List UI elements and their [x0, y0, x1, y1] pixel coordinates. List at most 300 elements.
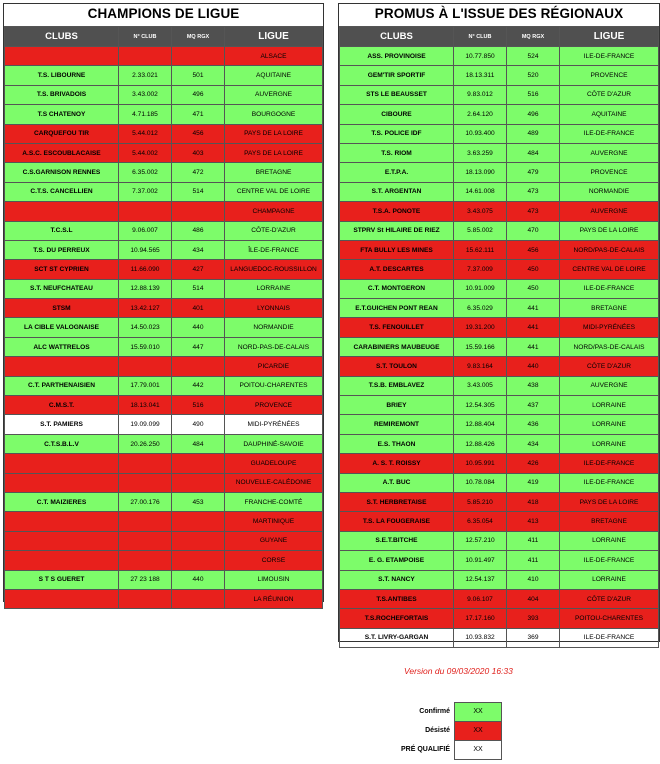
- ligue-name: LORRAINE: [560, 434, 659, 453]
- club-number: 17.79.001: [119, 376, 172, 395]
- mq-rgx-score: 393: [507, 609, 560, 628]
- club-row: [5, 163, 323, 182]
- club-number: 5.44.002: [119, 143, 172, 162]
- club-number: 19.09.099: [119, 415, 172, 434]
- club-row: [340, 105, 659, 124]
- ligue-name: POITOU-CHARENTES: [560, 609, 659, 628]
- club-row: [5, 531, 323, 550]
- club-name: S.T. TOULON: [340, 357, 454, 376]
- mq-rgx-score: 419: [507, 473, 560, 492]
- ligue-name: LORRAINE: [560, 415, 659, 434]
- ligue-name: BOURGOGNE: [225, 105, 323, 124]
- club-number: 12.54.305: [454, 396, 507, 415]
- club-name: E.T.P.A.: [340, 163, 454, 182]
- ligue-name: ILE-DE-FRANCE: [560, 279, 659, 298]
- club-name: SCT ST CYPRIEN: [5, 260, 119, 279]
- mq-rgx-score: 472: [172, 163, 225, 182]
- club-row: [5, 47, 323, 66]
- legend-swatch-desiste: XX: [454, 721, 502, 741]
- club-row: [340, 202, 659, 221]
- club-name: A.T. BUC: [340, 473, 454, 492]
- ligue-name: CENTRE VAL DE LOIRE: [225, 182, 323, 201]
- club-name: T.S.A. PONOTE: [340, 202, 454, 221]
- club-number: 10.91.009: [454, 279, 507, 298]
- ligue-name: CÔTE D'AZUR: [560, 589, 659, 608]
- mq-rgx-score: 440: [507, 357, 560, 376]
- club-row: [340, 143, 659, 162]
- club-number: 15.59.166: [454, 337, 507, 356]
- club-number: 3.43.002: [119, 85, 172, 104]
- club-name: GEM'TIR SPORTIF: [340, 66, 454, 85]
- club-number: 12.88.426: [454, 434, 507, 453]
- club-number: 20.26.250: [119, 434, 172, 453]
- club-number: 9.83.164: [454, 357, 507, 376]
- club-name: T.C.S.L: [5, 221, 119, 240]
- col-header-mq-rgx: MQ RGX: [507, 27, 560, 47]
- club-number: 3.43.005: [454, 376, 507, 395]
- club-name: S.T. NEUFCHATEAU: [5, 279, 119, 298]
- mq-rgx-score: 441: [507, 318, 560, 337]
- ligue-name: PROVENCE: [560, 66, 659, 85]
- mq-rgx-score: 514: [172, 182, 225, 201]
- club-name: T.S.ROCHEFORTAIS: [340, 609, 454, 628]
- club-name: CARQUEFOU TIR: [5, 124, 119, 143]
- club-name: STS LE BEAUSSET: [340, 85, 454, 104]
- mq-rgx-score: 470: [507, 221, 560, 240]
- mq-rgx-score: 369: [507, 628, 560, 647]
- club-number: 12.57.210: [454, 531, 507, 550]
- ligue-name: GUYANE: [225, 531, 323, 550]
- club-name: C.T. MONTGERON: [340, 279, 454, 298]
- mq-rgx-score: [172, 589, 225, 608]
- club-row: [5, 260, 323, 279]
- club-name: S.T. NANCY: [340, 570, 454, 589]
- champions-de-ligue-panel: [3, 3, 324, 602]
- ligue-name: ILE-DE-FRANCE: [560, 628, 659, 647]
- mq-rgx-score: 413: [507, 512, 560, 531]
- legend-confirme: [392, 702, 502, 721]
- club-row: [340, 434, 659, 453]
- club-name: S T S GUERET: [5, 570, 119, 589]
- club-name: LA CIBLE VALOGNAISE: [5, 318, 119, 337]
- mq-rgx-score: [172, 357, 225, 376]
- club-number: [119, 357, 172, 376]
- mq-rgx-score: 403: [172, 143, 225, 162]
- club-number: [119, 589, 172, 608]
- promus-table: [339, 26, 659, 648]
- club-name: S.E.T.BITCHE: [340, 531, 454, 550]
- club-row: [340, 124, 659, 143]
- club-name: BRIEY: [340, 396, 454, 415]
- club-name: [5, 512, 119, 531]
- legend-pre-qualifie: [392, 740, 502, 759]
- ligue-name: CÔTE D'AZUR: [560, 357, 659, 376]
- mq-rgx-score: 442: [172, 376, 225, 395]
- club-number: 10.77.850: [454, 47, 507, 66]
- club-name: [5, 454, 119, 473]
- club-row: [5, 396, 323, 415]
- mq-rgx-score: 496: [172, 85, 225, 104]
- mq-rgx-score: [172, 47, 225, 66]
- club-row: [5, 318, 323, 337]
- club-number: 3.63.259: [454, 143, 507, 162]
- mq-rgx-score: [172, 531, 225, 550]
- mq-rgx-score: [172, 551, 225, 570]
- club-number: 12.54.137: [454, 570, 507, 589]
- club-name: [5, 202, 119, 221]
- club-number: 18.13.090: [454, 163, 507, 182]
- mq-rgx-score: 427: [172, 260, 225, 279]
- club-row: [5, 221, 323, 240]
- mq-rgx-score: 514: [172, 279, 225, 298]
- club-number: 13.42.127: [119, 299, 172, 318]
- club-row: [340, 415, 659, 434]
- club-name: E. G. ETAMPOISE: [340, 551, 454, 570]
- champions-table: [4, 26, 323, 609]
- mq-rgx-score: 436: [507, 415, 560, 434]
- club-row: [5, 492, 323, 511]
- ligue-name: CENTRE VAL DE LOIRE: [560, 260, 659, 279]
- club-number: 27 23 188: [119, 570, 172, 589]
- ligue-name: PAYS DE LA LOIRE: [560, 492, 659, 511]
- club-name: STSM: [5, 299, 119, 318]
- club-name: C.T.S.B.L.V: [5, 434, 119, 453]
- club-number: 9.83.012: [454, 85, 507, 104]
- ligue-name: LORRAINE: [560, 570, 659, 589]
- ligue-name: ALSACE: [225, 47, 323, 66]
- club-row: [340, 182, 659, 201]
- ligue-name: AUVERGNE: [560, 202, 659, 221]
- ligue-name: NOUVELLE-CALÉDONIE: [225, 473, 323, 492]
- ligue-name: CÔTE D'AZUR: [560, 85, 659, 104]
- club-row: [5, 415, 323, 434]
- club-number: 2.64.120: [454, 105, 507, 124]
- club-name: [5, 531, 119, 550]
- club-number: 9.06.007: [119, 221, 172, 240]
- ligue-name: PROVENCE: [560, 163, 659, 182]
- mq-rgx-score: 450: [507, 279, 560, 298]
- club-row: [5, 66, 323, 85]
- club-row: [5, 279, 323, 298]
- ligue-name: PAYS DE LA LOIRE: [225, 124, 323, 143]
- club-name: [5, 357, 119, 376]
- club-number: 4.71.185: [119, 105, 172, 124]
- ligue-name: CHAMPAGNE: [225, 202, 323, 221]
- club-number: 10.95.991: [454, 454, 507, 473]
- mq-rgx-score: 453: [172, 492, 225, 511]
- club-row: [340, 66, 659, 85]
- mq-rgx-score: 447: [172, 337, 225, 356]
- club-row: [340, 570, 659, 589]
- club-name: E.T.GUICHEN PONT REAN: [340, 299, 454, 318]
- mq-rgx-score: 490: [172, 415, 225, 434]
- legend-label: Confirmé: [419, 708, 450, 715]
- club-number: 12.88.404: [454, 415, 507, 434]
- ligue-name: PROVENCE: [225, 396, 323, 415]
- club-name: S.T. HERBRETAISE: [340, 492, 454, 511]
- club-name: T.S. RIOM: [340, 143, 454, 162]
- club-row: [340, 260, 659, 279]
- mq-rgx-score: 520: [507, 66, 560, 85]
- ligue-name: LORRAINE: [560, 531, 659, 550]
- club-name: REMIREMONT: [340, 415, 454, 434]
- club-name: T.S. LIBOURNE: [5, 66, 119, 85]
- col-header-clubs: CLUBS: [340, 27, 454, 47]
- col-header-clubs: CLUBS: [5, 27, 119, 47]
- club-name: T.S. LA FOUGERAISE: [340, 512, 454, 531]
- club-row: [340, 628, 659, 647]
- version-timestamp: Version du 09/03/2020 16:33: [404, 666, 513, 676]
- club-number: [119, 512, 172, 531]
- ligue-name: LYONNAIS: [225, 299, 323, 318]
- mq-rgx-score: [172, 473, 225, 492]
- club-name: S.T. LIVRY-GARGAN: [340, 628, 454, 647]
- club-name: A. S. T. ROISSY: [340, 454, 454, 473]
- ligue-name: ÎLE-DE-FRANCE: [225, 240, 323, 259]
- club-row: [5, 143, 323, 162]
- mq-rgx-score: 440: [172, 318, 225, 337]
- ligue-name: ILE-DE-FRANCE: [560, 473, 659, 492]
- club-name: A.S.C. ESCOUBLACAISE: [5, 143, 119, 162]
- club-name: [5, 551, 119, 570]
- promus-header-row: [340, 27, 659, 47]
- club-row: [340, 531, 659, 550]
- ligue-name: NORMANDIE: [560, 182, 659, 201]
- ligue-name: DAUPHINÉ-SAVOIE: [225, 434, 323, 453]
- club-number: 5.44.012: [119, 124, 172, 143]
- club-number: [119, 551, 172, 570]
- club-row: [5, 124, 323, 143]
- club-number: 17.17.160: [454, 609, 507, 628]
- club-row: [5, 589, 323, 608]
- club-row: [5, 337, 323, 356]
- ligue-name: AUVERGNE: [560, 376, 659, 395]
- ligue-name: ILE-DE-FRANCE: [560, 454, 659, 473]
- promus-title: PROMUS À L'ISSUE DES RÉGIONAUX: [374, 6, 624, 21]
- mq-rgx-score: 489: [507, 124, 560, 143]
- club-name: A.T. DESCARTES: [340, 260, 454, 279]
- club-row: [340, 376, 659, 395]
- club-name: T.S.B. EMBLAVEZ: [340, 376, 454, 395]
- mq-rgx-score: 434: [507, 434, 560, 453]
- club-row: [5, 551, 323, 570]
- mq-rgx-score: 524: [507, 47, 560, 66]
- club-name: STPRV St HILAIRE DE RIEZ: [340, 221, 454, 240]
- club-number: 6.35.029: [454, 299, 507, 318]
- mq-rgx-score: 418: [507, 492, 560, 511]
- mq-rgx-score: 441: [507, 337, 560, 356]
- ligue-name: AUVERGNE: [225, 85, 323, 104]
- mq-rgx-score: 401: [172, 299, 225, 318]
- mq-rgx-score: 473: [507, 202, 560, 221]
- club-name: ALC WATTRELOS: [5, 337, 119, 356]
- mq-rgx-score: 496: [507, 105, 560, 124]
- club-row: [340, 240, 659, 259]
- ligue-name: NORMANDIE: [225, 318, 323, 337]
- club-number: 10.91.497: [454, 551, 507, 570]
- ligue-name: PICARDIE: [225, 357, 323, 376]
- club-name: T.S CHATENOY: [5, 105, 119, 124]
- club-row: [5, 299, 323, 318]
- club-row: [5, 240, 323, 259]
- club-number: 14.61.008: [454, 182, 507, 201]
- club-number: [119, 531, 172, 550]
- club-row: [5, 570, 323, 589]
- mq-rgx-score: 479: [507, 163, 560, 182]
- club-row: [340, 357, 659, 376]
- ligue-name: BRETAGNE: [560, 299, 659, 318]
- club-number: 9.06.107: [454, 589, 507, 608]
- club-number: 15.59.010: [119, 337, 172, 356]
- club-number: [119, 454, 172, 473]
- mq-rgx-score: [172, 512, 225, 531]
- ligue-name: PAYS DE LA LOIRE: [560, 221, 659, 240]
- ligue-name: LA RÉUNION: [225, 589, 323, 608]
- club-row: [340, 279, 659, 298]
- club-name: ASS. PROVINOISE: [340, 47, 454, 66]
- col-header-num-club: N° CLUB: [454, 27, 507, 47]
- club-row: [340, 47, 659, 66]
- col-header-ligue: LIGUE: [560, 27, 659, 47]
- club-name: FTA BULLY LES MINES: [340, 240, 454, 259]
- legend-swatch-pre-qualifie: XX: [454, 740, 502, 760]
- ligue-name: AQUITAINE: [225, 66, 323, 85]
- ligue-name: NORD/PAS-DE-CALAIS: [560, 337, 659, 356]
- mq-rgx-score: 426: [507, 454, 560, 473]
- club-name: T.S.ANTIBES: [340, 589, 454, 608]
- club-name: [5, 473, 119, 492]
- ligue-name: AQUITAINE: [560, 105, 659, 124]
- club-row: [5, 105, 323, 124]
- club-number: 19.31.200: [454, 318, 507, 337]
- club-row: [340, 337, 659, 356]
- ligue-name: ILE-DE-FRANCE: [560, 551, 659, 570]
- mq-rgx-score: 434: [172, 240, 225, 259]
- club-row: [5, 202, 323, 221]
- ligue-name: LORRAINE: [560, 396, 659, 415]
- club-name: T.S. FENOUILLET: [340, 318, 454, 337]
- club-number: 11.66.090: [119, 260, 172, 279]
- club-number: 6.35.002: [119, 163, 172, 182]
- mq-rgx-score: 440: [172, 570, 225, 589]
- club-number: 10.94.565: [119, 240, 172, 259]
- ligue-name: NORD-PAS-DE-CALAIS: [225, 337, 323, 356]
- ligue-name: NORD/PAS-DE-CALAIS: [560, 240, 659, 259]
- club-number: 6.35.054: [454, 512, 507, 531]
- mq-rgx-score: 438: [507, 376, 560, 395]
- mq-rgx-score: 437: [507, 396, 560, 415]
- ligue-name: LORRAINE: [225, 279, 323, 298]
- club-number: [119, 202, 172, 221]
- club-number: [119, 47, 172, 66]
- col-header-num-club: N° CLUB: [119, 27, 172, 47]
- club-number: 5.85.002: [454, 221, 507, 240]
- club-name: T.S. BRIVADOIS: [5, 85, 119, 104]
- club-number: 10.93.832: [454, 628, 507, 647]
- ligue-name: ILE-DE-FRANCE: [560, 47, 659, 66]
- club-number: 18.13.041: [119, 396, 172, 415]
- club-number: 14.50.023: [119, 318, 172, 337]
- ligue-name: CÔTE-D'AZUR: [225, 221, 323, 240]
- legend-desiste: [392, 721, 502, 740]
- ligue-name: BRETAGNE: [225, 163, 323, 182]
- col-header-ligue: LIGUE: [225, 27, 323, 47]
- club-name: E.S. THAON: [340, 434, 454, 453]
- col-header-mq-rgx: MQ RGX: [172, 27, 225, 47]
- club-row: [5, 473, 323, 492]
- champions-header-row: [5, 27, 323, 47]
- club-name: CARABINIERS MAUBEUGE: [340, 337, 454, 356]
- club-name: C.T.S. CANCELLIEN: [5, 182, 119, 201]
- ligue-name: GUADELOUPE: [225, 454, 323, 473]
- mq-rgx-score: [172, 454, 225, 473]
- club-row: [5, 357, 323, 376]
- club-name: CIBOURE: [340, 105, 454, 124]
- champions-title: CHAMPIONS DE LIGUE: [87, 6, 240, 21]
- mq-rgx-score: 516: [507, 85, 560, 104]
- club-row: [5, 376, 323, 395]
- club-number: 10.93.400: [454, 124, 507, 143]
- club-row: [340, 163, 659, 182]
- promus-regionaux-panel: [338, 3, 660, 642]
- ligue-name: AUVERGNE: [560, 143, 659, 162]
- club-row: [340, 609, 659, 628]
- mq-rgx-score: 484: [172, 434, 225, 453]
- club-row: [340, 318, 659, 337]
- club-row: [340, 512, 659, 531]
- ligue-name: BRETAGNE: [560, 512, 659, 531]
- mq-rgx-score: 456: [172, 124, 225, 143]
- club-row: [340, 454, 659, 473]
- club-number: 12.88.139: [119, 279, 172, 298]
- club-row: [340, 299, 659, 318]
- mq-rgx-score: 501: [172, 66, 225, 85]
- mq-rgx-score: 441: [507, 299, 560, 318]
- mq-rgx-score: 486: [172, 221, 225, 240]
- club-number: 2.33.021: [119, 66, 172, 85]
- club-number: [119, 473, 172, 492]
- ligue-name: MARTINIQUE: [225, 512, 323, 531]
- legend-label: Désisté: [425, 727, 450, 734]
- club-name: C.S.GARNISON RENNES: [5, 163, 119, 182]
- mq-rgx-score: 450: [507, 260, 560, 279]
- club-row: [340, 85, 659, 104]
- club-name: T.S. POLICE IDF: [340, 124, 454, 143]
- club-name: S.T. PAMIERS: [5, 415, 119, 434]
- club-row: [5, 85, 323, 104]
- ligue-name: MIDI-PYRÉNÉES: [560, 318, 659, 337]
- ligue-name: ILE-DE-FRANCE: [560, 124, 659, 143]
- legend-swatch-confirme: XX: [454, 702, 502, 722]
- club-number: 5.85.210: [454, 492, 507, 511]
- club-number: 18.13.311: [454, 66, 507, 85]
- club-number: 15.62.111: [454, 240, 507, 259]
- mq-rgx-score: 484: [507, 143, 560, 162]
- club-name: [5, 589, 119, 608]
- ligue-name: PAYS DE LA LOIRE: [225, 143, 323, 162]
- ligue-name: LANGUEDOC-ROUSSILLON: [225, 260, 323, 279]
- club-row: [340, 221, 659, 240]
- mq-rgx-score: 411: [507, 551, 560, 570]
- club-number: 27.00.176: [119, 492, 172, 511]
- club-row: [340, 551, 659, 570]
- club-row: [340, 473, 659, 492]
- club-number: 7.37.002: [119, 182, 172, 201]
- club-row: [340, 589, 659, 608]
- ligue-name: LIMOUSIN: [225, 570, 323, 589]
- club-row: [5, 454, 323, 473]
- mq-rgx-score: 410: [507, 570, 560, 589]
